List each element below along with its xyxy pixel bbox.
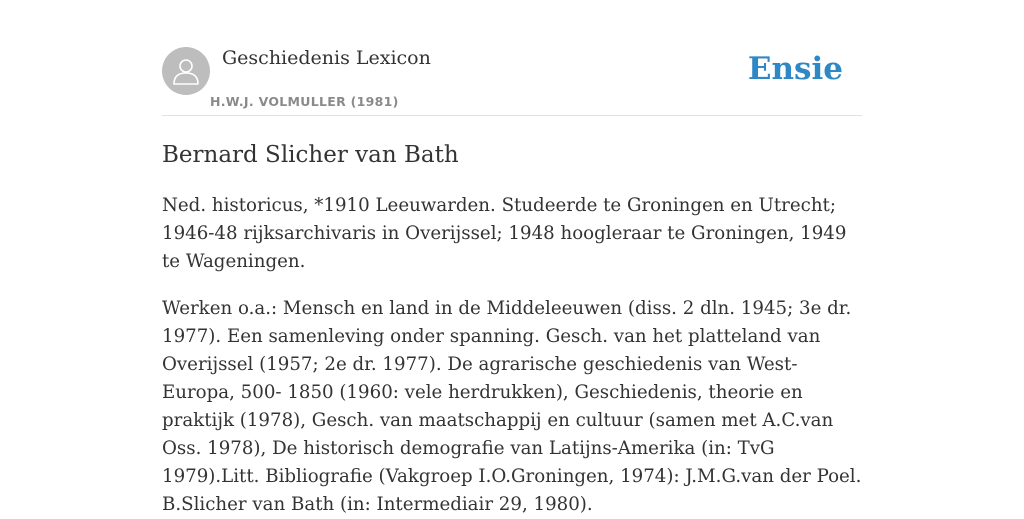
source-header [162, 44, 862, 116]
article-paragraph: Werken o.a.: Mensch en land in de Middeleeuwen (diss. 2 dln. 1945; 3e dr. 1977). Een samenleving onder spanning. Gesch. van het platteland van Overijssel (1957; 2e dr. 1977). De agrarische geschiedenis van West-Europa, 500- 1850 (1960: vele herdrukken), Geschiedenis, theorie en praktijk (1978), Gesch. van maatschappij en cultuur (samen met A.C.van Oss. 1978), De historisch demografie van Latijns-Amerika (in: TvG 1979).Litt. Bibliografie (Vakgroep I.O.Groningen, 1974): J.M.G.van der Poel. B.Slicher van Bath (in: Intermediair 29, 1980). [162, 298, 862, 515]
source-author: H.W.J. VOLMULLER (1981) [210, 94, 399, 109]
article [162, 140, 862, 519]
ensie-logo[interactable]: Ensie [747, 51, 843, 87]
user-icon [171, 56, 201, 86]
avatar[interactable] [162, 47, 210, 95]
source-title[interactable]: Geschiedenis Lexicon [222, 47, 431, 69]
article-paragraph: Ned. historicus, *1910 Leeuwarden. Studeerde te Groningen en Utrecht; 1946-48 rijksarchivaris in Overijssel; 1948 hoogleraar te Groningen, 1949 te Wageningen. [162, 195, 847, 272]
article-title: Bernard Slicher van Bath [162, 142, 459, 168]
